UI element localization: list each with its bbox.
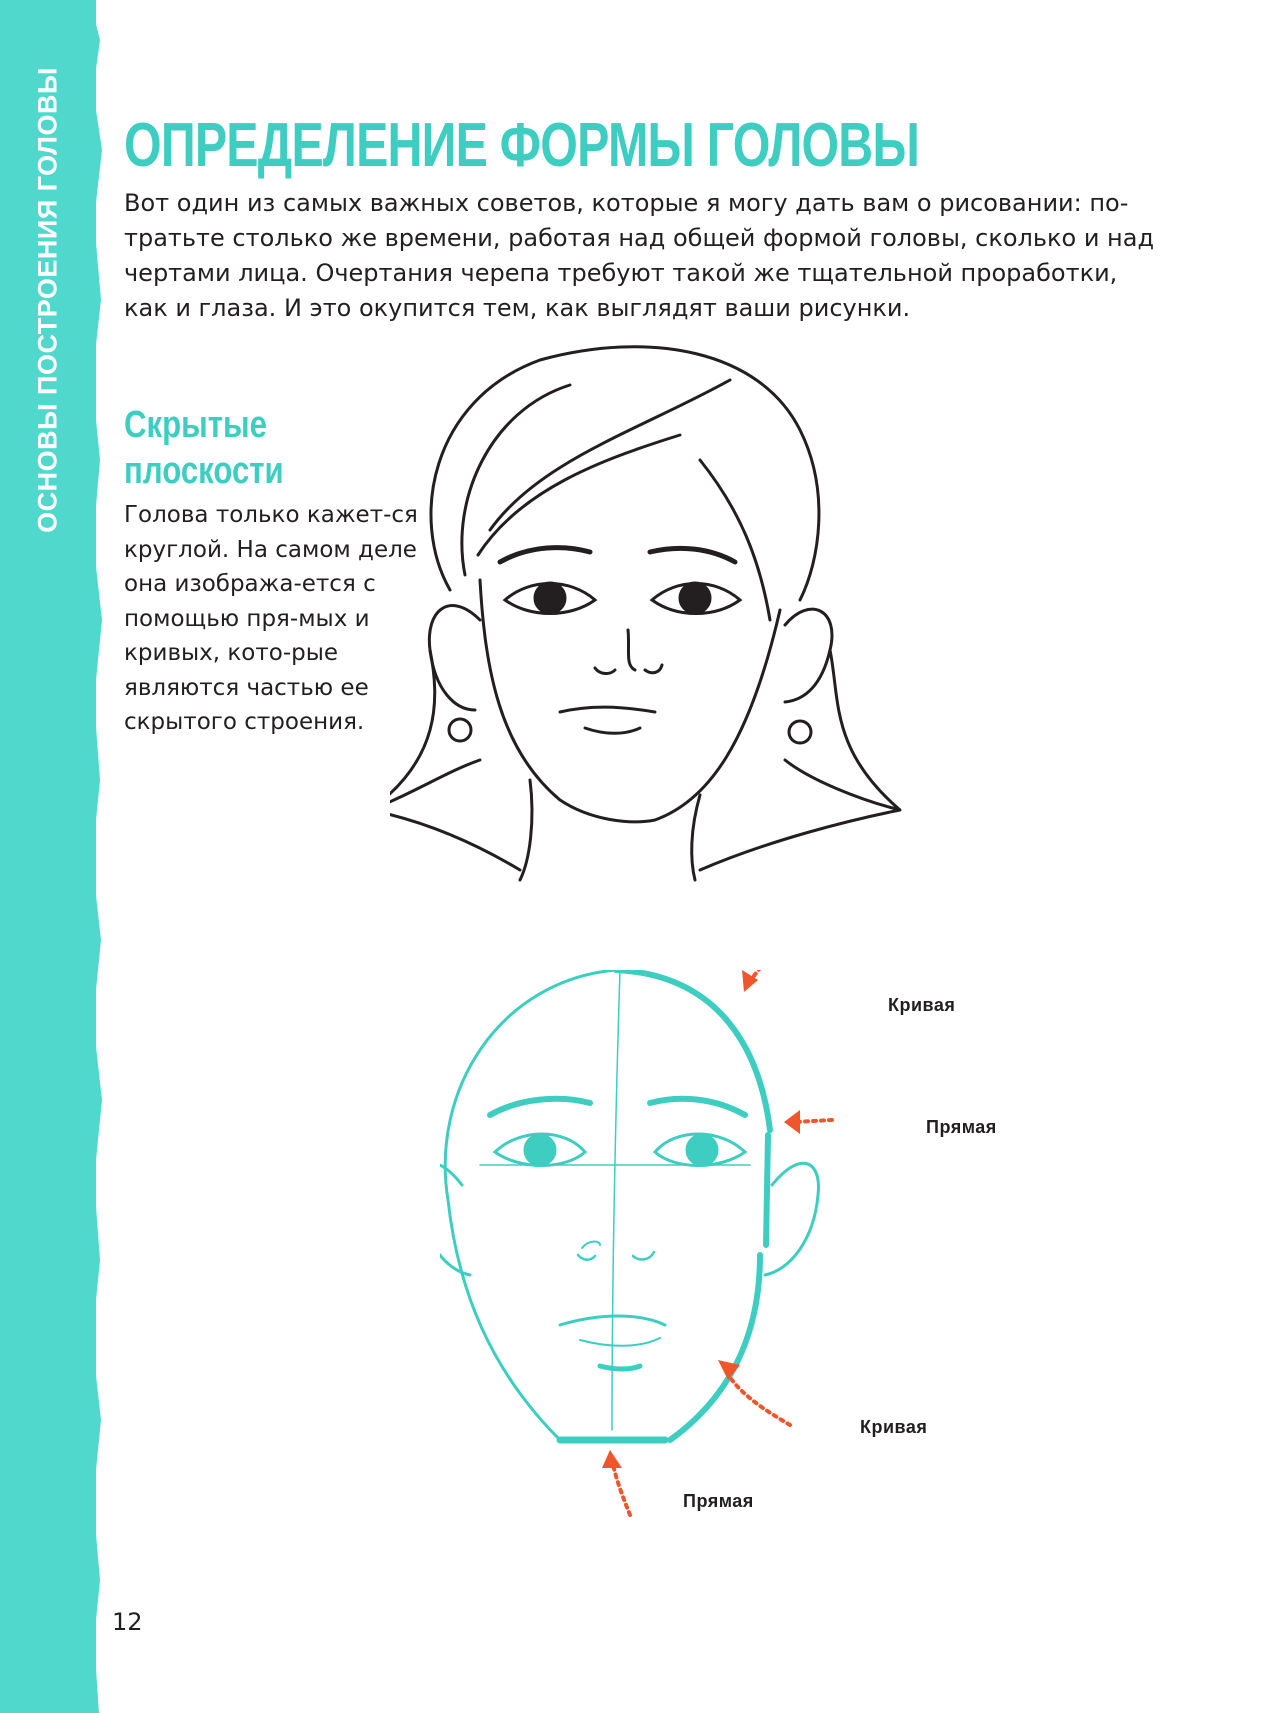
head-construction-diagram — [440, 970, 1000, 1530]
page-title: ОПРЕДЕЛЕНИЕ ФОРМЫ ГОЛОВЫ — [124, 111, 920, 180]
section-paragraph: Голова только кажет-ся круглой. На самом деле она изобража-ется с помощью пря-мых и кривых, кото-рые являются частью ее скрытого строения. — [124, 502, 418, 735]
label-curve-top: Кривая — [888, 995, 956, 1015]
side-band — [0, 0, 96, 1713]
intro-paragraph: Вот один из самых важных советов, которые я могу дать вам о рисовании: по-тратьте столько же времени, работая над общей формой головы, сколько и над чертами лица. Очертания черепа требуют такой же тщательной проработки, как и глаза. И это окупится тем, как выглядят ваши рисунки. — [124, 189, 1155, 322]
label-straight-chin: Прямая — [683, 1491, 754, 1511]
page-number: 12 — [112, 1608, 143, 1636]
label-straight-side: Прямая — [926, 1117, 997, 1137]
section-subtitle: Скрытые плоскости — [124, 404, 284, 492]
label-curve-jaw: Кривая — [860, 1417, 928, 1437]
face-sketch-illustration — [390, 340, 930, 950]
section-vertical-title: ОСНОВЫ ПОСТРОЕНИЯ ГОЛОВЫ — [32, 67, 63, 533]
